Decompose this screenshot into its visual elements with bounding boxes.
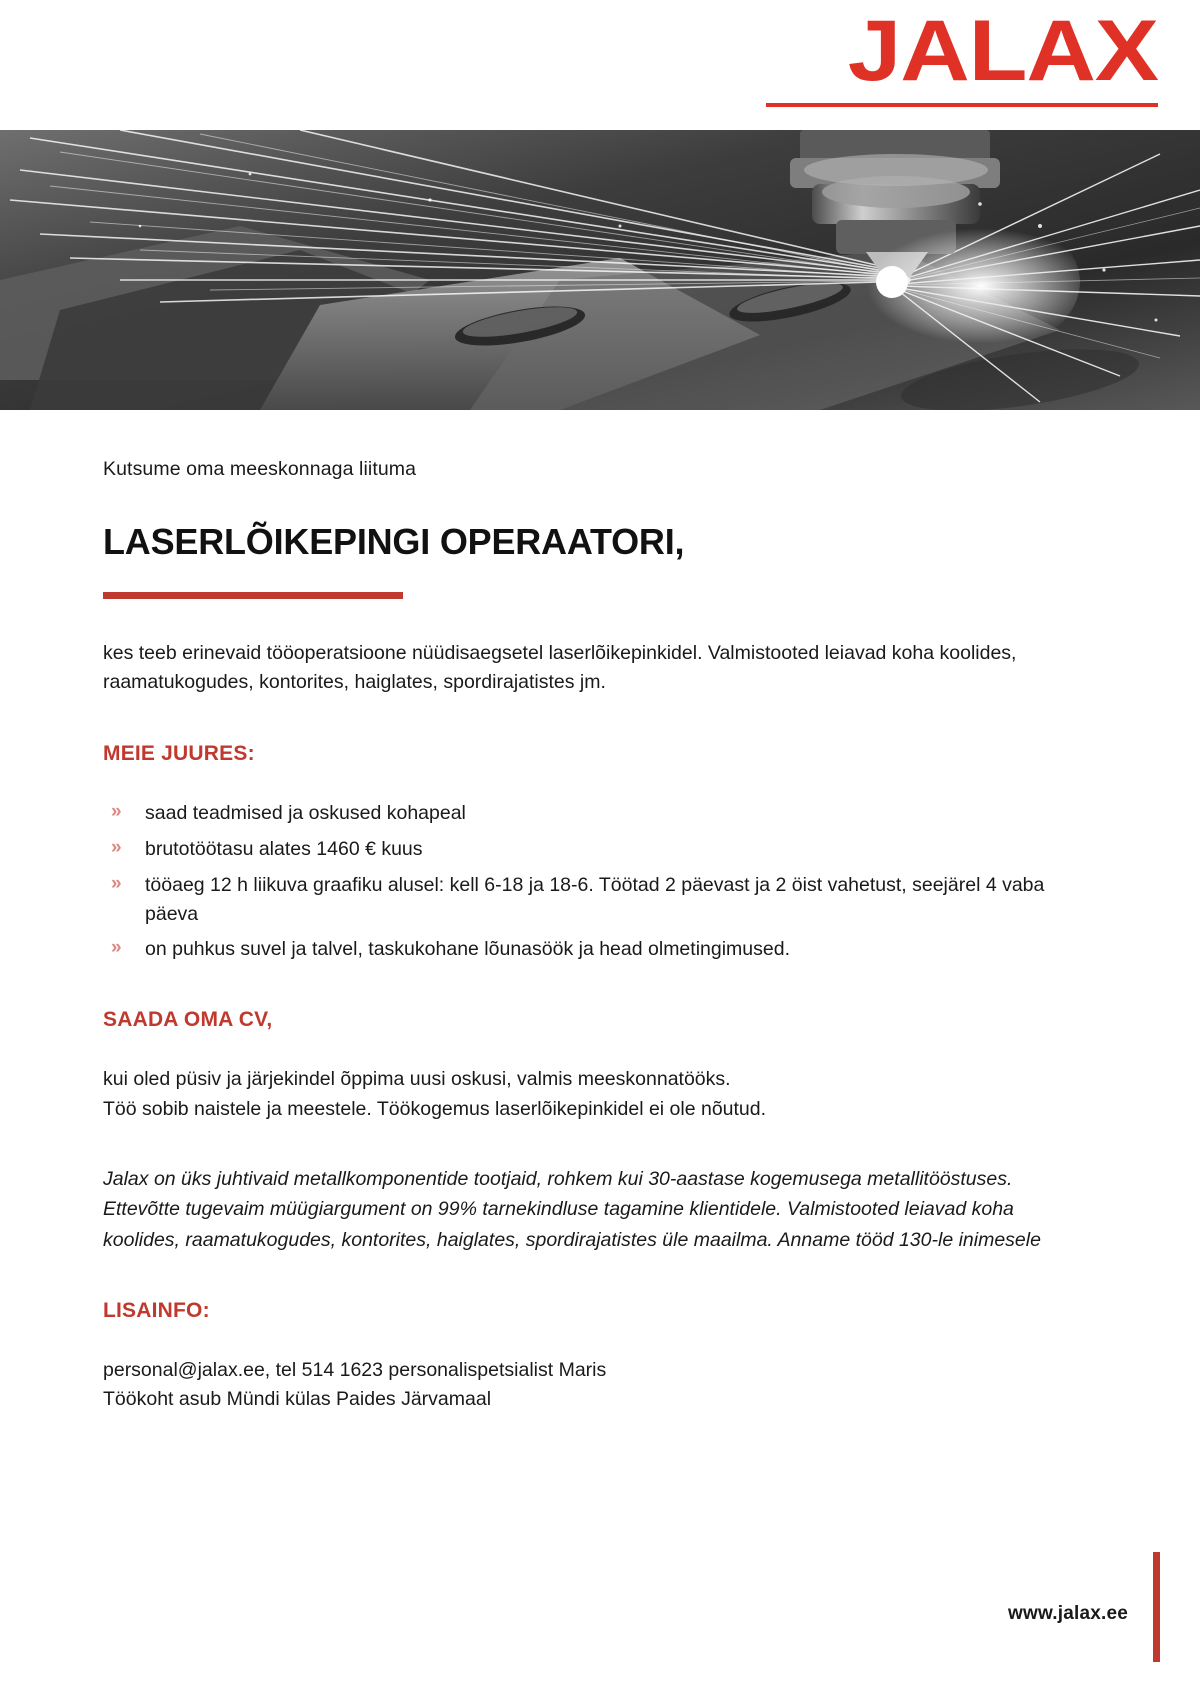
hero-image xyxy=(0,130,1200,410)
jalax-logo: JALAX xyxy=(847,3,1158,99)
cv-paragraph xyxy=(103,1065,1063,1124)
header-band xyxy=(0,0,1200,130)
list-item xyxy=(103,935,1100,964)
benefits-heading: MEIE JUURES: xyxy=(103,742,255,766)
double-chevron-icon: » xyxy=(111,801,122,823)
double-chevron-icon: » xyxy=(111,937,122,959)
list-item-label: saad teadmised ja oskused kohapeal xyxy=(145,802,466,825)
footer-accent-bar xyxy=(1153,1552,1160,1662)
title-divider xyxy=(103,592,403,599)
laser-cutting-illustration xyxy=(0,130,1200,410)
list-item-label: on puhkus suvel ja talvel, taskukohane lõunasöök ja head olmetingimused. xyxy=(145,938,790,961)
info-heading: LISAINFO: xyxy=(103,1299,210,1323)
footer xyxy=(0,1517,1200,1697)
cv-line-1: kui oled püsiv ja järjekindel õppima uusi oskusi, valmis meeskonnatööks. xyxy=(103,1068,731,1091)
benefits-list xyxy=(103,799,1100,964)
cv-line-2: Töö sobib naistele ja meestele. Töökogemus laserlõikepinkidel ei ole nõutud. xyxy=(103,1097,767,1120)
company-paragraph: Jalax on üks juhtivaid metallkomponentide tootjaid, rohkem kui 30-aastase kogemusega metallitööstuses. Ettevõtte tugevaim müügiargument on 99% tarnekindluse tagamine klientidele. Valmistooted leiavad koha koolides, raamatukogudes, kontorites, haiglates, spordirajatistes üle maailma. Anname tööd 130-le inimesele xyxy=(103,1167,1041,1251)
kicker-text: Kutsume oma meeskonnaga liituma xyxy=(103,458,417,480)
list-item xyxy=(103,799,1100,828)
contact-email-line: personal@jalax.ee, tel 514 1623 personalispetsialist Maris xyxy=(103,1359,607,1382)
list-item xyxy=(103,871,1100,929)
list-item xyxy=(103,835,1100,864)
main-content xyxy=(0,410,1200,1415)
cv-heading: SAADA OMA CV, xyxy=(103,1008,273,1032)
contact-location-line: Töökoht asub Mündi külas Paides Järvamaal xyxy=(103,1388,492,1411)
page-title: LASERLÕIKEPINGI OPERAATORI, xyxy=(103,521,685,562)
list-item-label: brutotöötasu alates 1460 € kuus xyxy=(145,837,423,860)
list-item-label: tööaeg 12 h liikuva graafiku alusel: kell 6-18 ja 18-6. Töötad 2 päevast ja 2 öist vahetust, seejärel 4 vaba päeva xyxy=(145,873,1045,925)
logo-underline xyxy=(766,103,1158,107)
contact-details xyxy=(103,1356,1100,1415)
double-chevron-icon: » xyxy=(111,872,122,894)
lead-paragraph: kes teeb erinevaid tööoperatsioone nüüdisaegsetel laserlõikepinkidel. Valmistooted leiavad koha koolides, raamatukogudes, kontorites, haiglates, spordirajatistes jm. xyxy=(103,641,1017,694)
double-chevron-icon: » xyxy=(111,836,122,858)
website-url[interactable]: www.jalax.ee xyxy=(1008,1603,1128,1624)
